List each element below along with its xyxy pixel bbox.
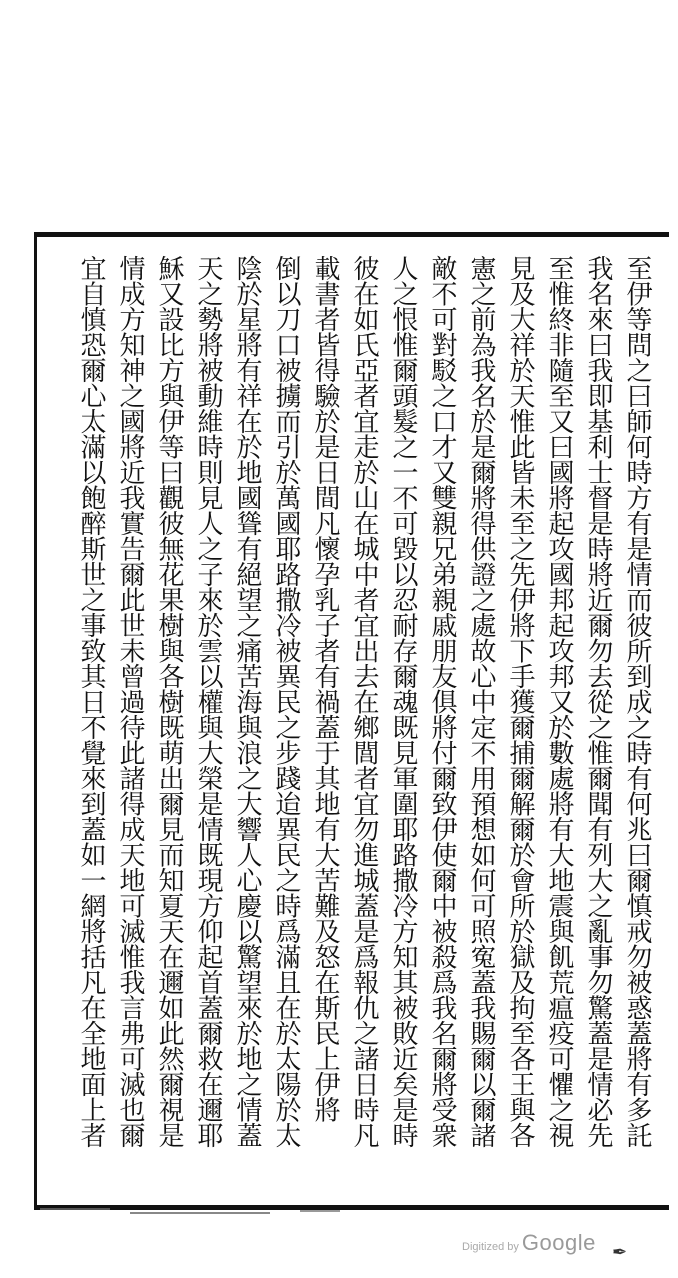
text-column: 敵不可對駁之口才又雙親兄弟親戚朋友俱將付爾致伊使爾中被殺爲我名爾將受衆 [427, 255, 457, 1148]
watermark-brand: Google [521, 1230, 596, 1255]
print-speck [300, 1210, 340, 1212]
text-column: 人之恨惟爾頭髮之一不可毀以忍耐存爾魂既見軍圍耶路撒冷方知其被敗近矣是時 [388, 255, 418, 1148]
text-columns [37, 237, 669, 1205]
text-column: 見及大祥於天惟此皆未至之先伊將下手獲爾捕爾解爾於會所於獄及拘至各王與各 [505, 255, 535, 1148]
watermark [462, 1230, 596, 1256]
text-column: 我名來曰我即基利士督是時將近爾勿去從之惟爾聞有列大之亂事勿驚蓋是情必先 [583, 255, 613, 1148]
pen-mark-icon: ✒ [612, 1242, 628, 1263]
text-column: 情成方知神之國將近我實告爾此世未曾過待此諸得成天地可滅惟我言弗可滅也爾 [115, 255, 145, 1148]
text-column: 陰於星將有祥在於地國聳有絕望之痛苦海與浪之大響人心慶以驚望來於地之情蓋 [232, 255, 262, 1148]
text-frame [34, 232, 669, 1210]
text-column: 至惟終非隨至又曰國將起攻國邦起攻邦又於數處將有大地震與飢荒瘟疫可懼之視 [544, 255, 574, 1148]
text-column: 憲之前為我名於是爾將得供證之處故心中定不用預想如何可照寃蓋我賜爾以爾諸 [466, 255, 496, 1148]
text-column: 倒以刀口被擄而引於萬國耶路撒冷被異民之步踐迨異民之時爲滿且在於太陽於太 [271, 255, 301, 1148]
text-column: 至伊等問之曰師何時方有是情而彼所到成之時有何兆曰爾慎戒勿被惑蓋將有多託 [622, 255, 652, 1148]
text-column: 載書者皆得驗於是日間凡懷孕乳子者有禍蓋于其地有大苦難及怒在斯民上伊將 [310, 255, 340, 1122]
print-speck [130, 1212, 270, 1214]
watermark-prefix: Digitized by [462, 1241, 519, 1253]
text-column: 彼在如氏亞者宜走於山在城中者宜出去在鄉閭者宜勿進城蓋是爲報仇之諸日時凡 [349, 255, 379, 1148]
text-column: 宜自慎恐爾心太滿以飽醉斯世之事致其日不覺來到蓋如一網將括凡在全地面上者 [76, 255, 106, 1148]
print-speck [40, 1208, 110, 1210]
text-column: 穌又設比方與伊等曰觀彼無花果樹與各樹既萌出爾見而知夏天在邇如此然爾視是 [154, 255, 184, 1148]
text-column: 天之勢將被動維時則見人之子來於雲以權與大榮是情既現方仰起首蓋爾救在邇耶 [193, 255, 223, 1148]
